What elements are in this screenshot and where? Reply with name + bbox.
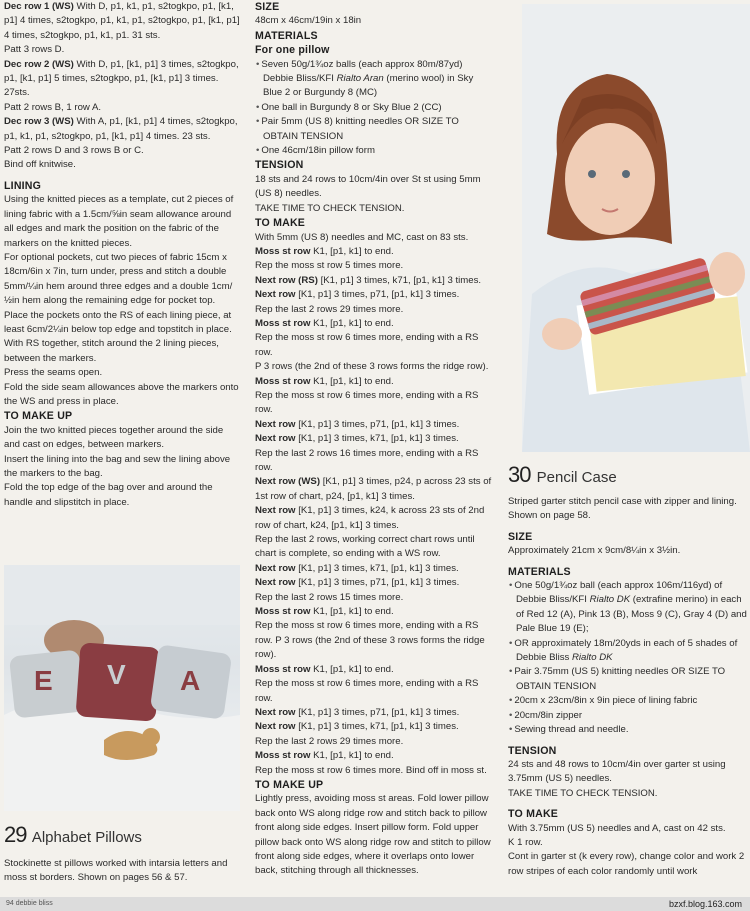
- material-text: One 46cm/18in pillow form: [261, 145, 375, 157]
- row-label: Next row: [255, 577, 296, 589]
- material-text: (merino wool) in Sky Blue 2 or Burgundy 8 (MC): [263, 73, 474, 99]
- row-label: Next row (WS): [255, 476, 321, 488]
- material-text: (extrafine merino) in each of Red 12 (A), Pink 13 (B), Moss 9 (C), Gray 4 (D) and Pale Blue 19 (E);: [516, 594, 747, 635]
- to-make-heading: TO MAKE: [255, 217, 306, 230]
- lining-paragraph: Press the seams open.: [4, 367, 103, 379]
- instruction-row: [255, 576, 495, 590]
- dec-row-line: [4, 144, 240, 158]
- material-text: Pair 5mm (US 8) knitting needles OR SIZE TO OBTAIN TENSION: [261, 116, 459, 142]
- row-label: Moss st row: [255, 663, 311, 675]
- yarn-name: Rialto DK: [589, 594, 631, 606]
- material-text: Pair 3.75mm (US 5) knitting needles OR SIZE TO OBTAIN TENSION: [514, 666, 726, 692]
- instruction-row: [255, 375, 495, 389]
- materials-heading: MATERIALS: [255, 29, 318, 42]
- size-value: 48cm x 46cm/19in x 18in: [255, 15, 362, 27]
- materials-heading: MATERIALS: [508, 565, 571, 578]
- instruction-row: [255, 735, 495, 749]
- size-heading: SIZE: [508, 530, 533, 543]
- lining-paragraph: Fold the side seam allowances above the markers onto the WS and press in place.: [4, 381, 239, 407]
- row-text: With D, p1, [k1, p1] 3 times, s2togkpo, p1, [k1, p1] 5 times, s2togkpo, p1, [k1, p1] 3 times. 27sts.: [4, 58, 239, 99]
- row-label: Next row: [255, 418, 296, 430]
- row-text: K1, [p1, k1] to end.: [310, 317, 394, 329]
- row-text: P 3 rows (the 2nd of these 3 rows forms the ridge row).: [255, 361, 489, 373]
- row-text: [K1, p1] 3 times, p71, [p1, k1] 3 times.: [295, 418, 460, 430]
- tension-heading: TENSION: [255, 159, 304, 172]
- row-text: K1, [p1, k1] to end.: [310, 245, 394, 257]
- pencil-case-photo: [522, 4, 750, 452]
- make-up-paragraph: Insert the lining into the bag and sew the lining above the markers to the bag.: [4, 453, 231, 479]
- page-number: 94 debbie bliss: [6, 900, 53, 907]
- yarn-name: Rialto Aran: [336, 73, 384, 85]
- row-text: With A, p1, [k1, p1] 4 times, s2togkpo, p1, k1, p1, s2togkpo, p1, [k1, p1] 4 times. 23 sts.: [4, 116, 238, 142]
- materials-list: [255, 58, 495, 159]
- row-text: [K1, p1] 3 times, k71, [p1, k1] 3 times.: [295, 562, 459, 574]
- to-make-up-text: [4, 424, 240, 510]
- column-right: [508, 462, 748, 879]
- row-label: Dec row 3 (WS): [4, 116, 74, 128]
- row-text: Rep the moss st row 6 times more, ending with a RS row. P 3 rows (the 2nd of these 3 rows forms the ridge row).: [255, 620, 485, 661]
- row-text: [K1, p1] 3 times, p71, [p1, k1] 3 times.: [295, 706, 460, 718]
- dec-row-line: [4, 58, 240, 101]
- instruction-row: [255, 605, 495, 619]
- row-label: Next row: [255, 721, 296, 733]
- row-text: Rep the last 2 rows, working correct chart rows until chart is complete, so ending with a WS row.: [255, 534, 475, 560]
- instruction-row: [255, 259, 495, 273]
- instruction-row: [255, 245, 495, 259]
- to-make-line: With 3.75mm (US 5) needles and A, cast on 42 sts.: [508, 822, 726, 834]
- instruction-row: [255, 231, 495, 245]
- instruction-row: [255, 432, 495, 446]
- row-label: Moss st row: [255, 317, 311, 329]
- row-label: Moss st row: [255, 750, 311, 762]
- row-text: With D, p1, k1, p1, s2togkpo, p1, [k1, p1] 4 times, s2togkpo, p1, k1, p1, s2togkpo, p1, [k1, p1] 4 times, s2togkpo, p1, k1, p1. 31 sts.: [4, 1, 240, 41]
- pillow-letter-v: V: [107, 659, 126, 690]
- instruction-row: [255, 360, 495, 374]
- instruction-row: [255, 591, 495, 605]
- row-label: Next row: [255, 505, 296, 517]
- instruction-row: [255, 331, 495, 360]
- row-text: [K1, p1] 3 times, k24, k across 23 sts of 2nd row of chart, k24, [p1, k1] 3 times.: [255, 505, 485, 531]
- lining-paragraph: Using the knitted pieces as a template, cut 2 pieces of lining fabric with a 1.5cm/⅝in seam allowance around all edges and mark the position on the fabric of the markers on the knitted pieces.: [4, 194, 234, 249]
- row-text: Rep the moss st row 6 times more, ending with a RS row.: [255, 389, 479, 416]
- page-footer: [0, 897, 750, 911]
- row-text: K1, [p1, k1] to end.: [310, 606, 394, 618]
- material-item: [255, 58, 495, 101]
- row-text: K1, [p1, k1] to end.: [310, 663, 394, 675]
- row-text: Patt 3 rows D.: [4, 44, 65, 56]
- to-make-up-text: Lightly press, avoiding moss st areas. Fold lower pillow back onto WS along ridge row and stitch back to pillow front along side edges. Insert pillow form. Fold upper pillow back onto WS along ridge row and stitch to pillow front along side edges, where it overlaps onto lower back, stitching through all thicknesses.: [255, 793, 491, 877]
- instruction-row: [255, 274, 495, 288]
- material-text: Sewing thread and needle.: [514, 724, 629, 736]
- row-text: K1, [p1, k1] to end.: [310, 750, 394, 762]
- to-make-up-heading: TO MAKE UP: [255, 778, 324, 791]
- lining-paragraph: For optional pockets, cut two pieces of fabric 15cm x 18cm/6in x 7in, turn under, press and stitch a double 5mm/¼in hem around three edges and a double 1cm/½in hem along the remaining edge for pocket top.: [4, 251, 233, 307]
- material-item: [508, 709, 748, 723]
- row-label: Moss st row: [255, 245, 311, 257]
- column-left: [4, 0, 240, 510]
- row-label: Dec row 1 (WS): [4, 1, 74, 12]
- instruction-row: [255, 475, 495, 504]
- material-item: [508, 579, 748, 637]
- row-text: Rep the moss st row 6 times more. Bind off in moss st.: [255, 764, 487, 776]
- instruction-row: [255, 749, 495, 763]
- row-text: Rep the moss st row 5 times more.: [255, 260, 404, 272]
- tension-text: 18 sts and 24 rows to 10cm/4in over St st using 5mm (US 8) needles.: [255, 173, 481, 200]
- row-text: K1, [p1, k1] to end.: [310, 375, 394, 387]
- row-text: [K1, p1] 3 times, p24, p across 23 sts of 1st row of chart, p24, [p1, k1] 3 times.: [255, 476, 492, 502]
- row-text: [K1, p1] 3 times, k71, [p1, k1] 3 times.: [295, 721, 459, 733]
- row-text: [K1, p1] 3 times, k71, [p1, k1] 3 times.: [295, 433, 459, 445]
- pattern-30-description: Striped garter stitch pencil case with zipper and lining. Shown on page 58.: [508, 496, 737, 522]
- row-text: [K1, p1] 3 times, p71, [p1, k1] 3 times.: [295, 577, 460, 589]
- pillow-letter-a: A: [180, 665, 201, 696]
- material-text: Seven 50g/1¾oz balls (each approx 80m/87yd) Debbie Bliss/KFI: [261, 58, 463, 85]
- instruction-row: [255, 663, 495, 677]
- instruction-row: [255, 303, 495, 317]
- alphabet-pillows-photo: [4, 565, 240, 811]
- instruction-row: [255, 619, 495, 662]
- size-value: Approximately 21cm x 9cm/8¼in x 3½in.: [508, 545, 681, 557]
- to-make-text: [508, 822, 748, 880]
- yarn-name: Rialto DK: [572, 652, 613, 664]
- row-label: Next row: [255, 289, 296, 301]
- row-text: [K1, p1] 3 times, k71, [p1, k1] 3 times.: [317, 274, 482, 286]
- instruction-row: [255, 677, 495, 706]
- instruction-row: [255, 288, 495, 302]
- material-item: [255, 115, 495, 144]
- dec-row-line: [4, 0, 240, 43]
- material-text: 20cm/8in zipper: [514, 709, 583, 721]
- row-label: Dec row 2 (WS): [4, 58, 74, 70]
- pillow-letter-e: E: [34, 665, 53, 696]
- row-text: Bind off knitwise.: [4, 159, 76, 171]
- dec-row-line: [4, 158, 240, 172]
- row-label: Next row: [255, 706, 296, 718]
- to-make-heading: TO MAKE: [508, 808, 559, 821]
- row-text: Rep the last 2 rows 16 times more, ending with a RS row.: [255, 447, 479, 473]
- material-text: One ball in Burgundy 8 or Sky Blue 2 (CC): [261, 101, 442, 113]
- material-text: 20cm x 23cm/8in x 9in piece of lining fabric: [514, 695, 698, 707]
- material-item: [508, 665, 748, 694]
- dec-row-line: [4, 43, 240, 57]
- instruction-row: [255, 562, 495, 576]
- instruction-row: [255, 317, 495, 331]
- row-label: Moss st row: [255, 375, 311, 387]
- row-text: Patt 2 rows B, 1 row A.: [4, 101, 102, 113]
- row-text: [K1, p1] 3 times, p71, [p1, k1] 3 times.: [295, 289, 460, 301]
- lining-text: [4, 193, 240, 409]
- pattern-29-description: Stockinette st pillows worked with intarsia letters and moss st borders. Shown on pages 56 & 57.: [4, 858, 228, 884]
- row-label: Next row: [255, 562, 296, 574]
- instruction-row: [255, 418, 495, 432]
- for-one-pillow: For one pillow: [255, 44, 330, 57]
- material-item: [255, 144, 495, 158]
- row-label: Moss st row: [255, 606, 311, 618]
- to-make-line: K 1 row.: [508, 836, 543, 848]
- row-text: Rep the moss st row 6 times more, ending with a RS row.: [255, 678, 479, 704]
- row-text: Rep the moss st row 6 times more, ending with a RS row.: [255, 332, 479, 358]
- tension-check: TAKE TIME TO CHECK TENSION.: [255, 202, 405, 214]
- instruction-row: [255, 764, 495, 778]
- lining-paragraph: With RS together, stitch around the 2 lining pieces, between the markers.: [4, 338, 219, 364]
- tension-check: TAKE TIME TO CHECK TENSION.: [508, 787, 658, 799]
- row-label: Next row: [255, 433, 296, 445]
- to-make-up-heading: TO MAKE UP: [4, 410, 73, 423]
- instruction-row: [255, 706, 495, 720]
- material-item: [508, 723, 748, 737]
- instruction-row: [255, 720, 495, 734]
- dec-row-line: [4, 101, 240, 115]
- watermark-site: bzxf.blog.163.com: [668, 899, 742, 909]
- material-item: [255, 101, 495, 115]
- pattern-30-title: 30 Pencil Case: [508, 462, 617, 487]
- material-text: OR approximately 18m/20yds in each of 5 shades of Debbie Bliss: [514, 637, 738, 664]
- instruction-row: [255, 533, 495, 562]
- row-text: Rep the last 2 rows 29 times more.: [255, 735, 404, 747]
- instruction-row: [255, 504, 495, 533]
- tension-text: 24 sts and 48 rows to 10cm/4in over garter st using 3.75mm (US 5) needles.: [508, 758, 726, 785]
- make-up-paragraph: Join the two knitted pieces together around the side and cast on edges, between markers.: [4, 424, 224, 451]
- row-label: Next row (RS): [255, 274, 318, 286]
- material-item: [508, 637, 748, 666]
- pattern-29-title: 29 Alphabet Pillows: [4, 822, 142, 847]
- make-up-paragraph: Fold the top edge of the bag over and around the handle and slipstitch in place.: [4, 482, 213, 508]
- lining-heading: LINING: [4, 179, 42, 192]
- tension-heading: TENSION: [508, 744, 557, 757]
- size-heading: SIZE: [255, 1, 280, 13]
- girl-illustration: [522, 4, 750, 452]
- materials-list: [508, 579, 748, 737]
- dec-rows: [4, 0, 240, 173]
- material-text: One 50g/1¾oz ball (each approx 106m/116yd) of Debbie Bliss/KFI: [514, 580, 723, 606]
- instruction-row: [255, 389, 495, 418]
- instruction-rows: [255, 231, 495, 778]
- column-middle: [255, 0, 495, 879]
- row-text: Rep the last 2 rows 15 times more.: [255, 591, 404, 603]
- row-text: Patt 2 rows D and 3 rows B or C.: [4, 145, 144, 157]
- lining-paragraph: Place the pockets onto the RS of each lining piece, at least 6cm/2¼in below top edge and topstitch in place.: [4, 309, 232, 335]
- dec-row-line: [4, 115, 240, 144]
- pattern-29-block: [4, 822, 240, 886]
- to-make-line: Cont in garter st (k every row), change color and work 2 row stripes of each color randomly until work: [508, 851, 745, 877]
- instruction-row: [255, 447, 495, 476]
- row-text: Rep the last 2 rows 29 times more.: [255, 303, 404, 315]
- material-item: [508, 694, 748, 708]
- row-text: With 5mm (US 8) needles and MC, cast on 83 sts.: [255, 231, 469, 243]
